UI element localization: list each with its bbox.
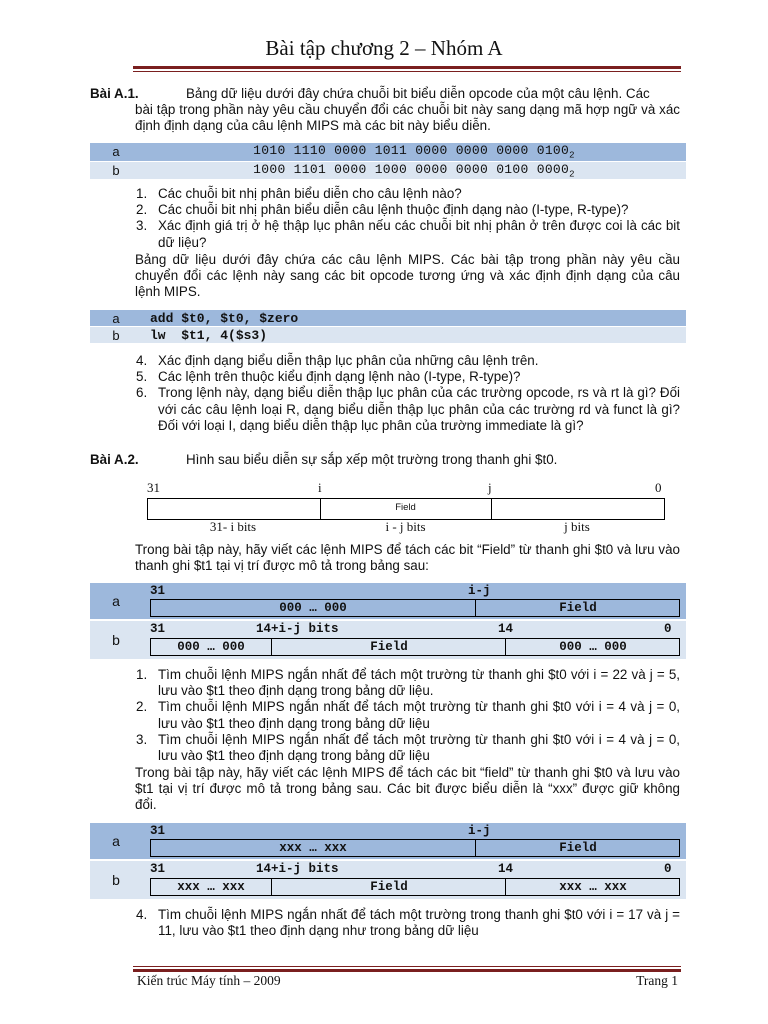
bit-position: 31	[150, 824, 166, 838]
page-header-title: Bài tập chương 2 – Nhóm A	[265, 36, 503, 60]
bit-position: i-j	[468, 824, 491, 838]
footer-rule	[133, 969, 681, 972]
field-segment: Field	[271, 639, 506, 655]
bit-string: 1000 1101 0000 1000 0000 0000 0100 $0000_2$	[142, 161, 686, 180]
register-bit-i: i	[318, 480, 322, 495]
instruction-cell: lw $t1, 4($s3)	[142, 327, 686, 344]
list-item: 4. Tìm chuỗi lệnh MIPS ngắn nhất để tách một trường trong thanh ghi $t0 với i = 17 và j = 11, lưu vào $t1 theo định dạng như trong bảng dữ liệu	[136, 907, 680, 939]
bit-position: 31	[150, 862, 166, 876]
question-list-2	[133, 353, 680, 434]
table-row	[90, 621, 686, 659]
table-row	[90, 823, 686, 859]
question-list-3	[133, 667, 680, 764]
mips-instruction-table	[90, 310, 686, 344]
register-diagram	[147, 498, 665, 520]
instruction-cell: add $t0, $t0, $zero	[142, 310, 686, 327]
row-label: b	[112, 872, 120, 888]
bit-position: 31	[150, 622, 166, 636]
zero-segment: 000 … 000	[279, 601, 347, 615]
keep-segment: xxx … xxx	[279, 841, 347, 855]
field-box	[150, 878, 680, 896]
row-label: b	[112, 632, 120, 648]
list-item: 2. Tìm chuỗi lệnh MIPS ngắn nhất để tách một trường từ thanh ghi $t0 với i = 4 và j = 0, lưu vào $t1 theo định dạng trong bảng dữ liệu	[136, 699, 680, 731]
field-layout-table-1	[90, 583, 686, 659]
bit-position: i-j	[468, 584, 491, 598]
register-span-upper: 31- i bits	[209, 519, 257, 534]
footer-course: Kiến trúc Máy tính – 2009	[137, 973, 281, 988]
register-field-label: Field	[395, 502, 416, 513]
row-label: a	[90, 310, 142, 327]
header-rule-thin	[133, 71, 681, 72]
header-rule	[133, 66, 681, 69]
field-layout-table-2	[90, 823, 686, 899]
list-item: 4. Xác định dạng biểu diễn thập lục phân của những câu lệnh trên.	[136, 353, 539, 368]
field-box	[150, 638, 680, 656]
field-segment: Field	[475, 840, 680, 856]
question-list-1	[133, 186, 680, 251]
bit-position: 0	[664, 622, 672, 636]
field-segment: Field	[271, 879, 506, 895]
table-row	[90, 161, 686, 180]
row-label: b	[90, 161, 142, 180]
register-span-lower: j bits	[564, 519, 590, 534]
exercise-a2-intro3: Trong bài tập này, hãy viết các lệnh MIPS để tách các bit “field” từ thanh ghi $t0 và lưu vào $t1 tại vị trí được mô tả trong bảng sau. Các bit được biểu diễn là “xxx” được giữ không đổi.	[135, 765, 680, 813]
register-bit-0: 0	[655, 480, 662, 495]
list-item: 5. Các lệnh trên thuộc kiểu định dạng lệnh nào (I-type, R-type)?	[136, 369, 521, 385]
zero-segment: 000 … 000	[505, 639, 680, 655]
keep-segment: xxx … xxx	[177, 880, 245, 894]
table-row	[90, 143, 686, 161]
register-span-field: i - j bits	[385, 519, 426, 534]
row-label: a	[90, 143, 142, 161]
exercise-a1-intro-rest: bài tập trong phần này yêu cầu chuyển đổi các chuỗi bit này sang dạng mã hợp ngữ và xác định định dạng của câu lệnh MIPS mà các bit này biểu diễn.	[135, 102, 680, 134]
register-bit-j: j	[488, 480, 492, 495]
exercise-a1-intro-first-line: Bảng dữ liệu dưới đây chứa chuỗi bit biểu diễn opcode của một câu lệnh. Các	[186, 86, 650, 101]
list-item: 3. Xác định giá trị ở hệ thập lục phân nếu các chuỗi bit nhị phân ở trên được coi là các bit dữ liệu?	[136, 218, 680, 250]
field-box	[150, 839, 680, 857]
exercise-a2-intro2: Trong bài tập này, hãy viết các lệnh MIPS để tách các bit “Field” từ thanh ghi $t0 và lưu vào thanh ghi $t1 tại vị trí được mô tả trong bảng sau:	[135, 542, 680, 574]
list-item: 1. Các chuỗi bit nhị phân biểu diễn cho câu lệnh nào?	[136, 186, 462, 201]
row-label: a	[112, 833, 120, 849]
opcode-bits-table	[90, 143, 686, 180]
keep-segment: xxx … xxx	[505, 879, 680, 895]
table-row	[90, 861, 686, 899]
exercise-a1-intro2: Bảng dữ liệu dưới đây chứa các câu lệnh MIPS. Các bài tập trong phần này yêu cầu chuyển đổi các lệnh này sang các bit opcode tương ứng và xác định định dạng của câu lệnh MIPS.	[135, 252, 680, 300]
bit-position: 14	[498, 622, 514, 636]
list-item: 1. Tìm chuỗi lệnh MIPS ngắn nhất để tách một trường từ thanh ghi $t0 với i = 22 và j = 5, lưu vào $t1 theo định dạng trong bảng dữ liệu.	[136, 667, 680, 699]
zero-segment: 000 … 000	[177, 640, 245, 654]
table-row	[90, 327, 686, 344]
table-row	[90, 583, 686, 619]
bit-position: 14	[498, 862, 514, 876]
row-label: b	[90, 327, 142, 344]
exercise-a1-label: Bài A.1.	[90, 86, 139, 101]
question-list-4	[133, 907, 680, 939]
list-item: 2. Các chuỗi bit nhị phân biểu diễn câu lệnh thuộc định dạng nào (I-type, R-type)?	[136, 202, 629, 218]
field-box	[150, 599, 680, 617]
row-label: a	[112, 593, 120, 609]
page-number: Trang 1	[636, 973, 678, 988]
field-segment: Field	[475, 600, 680, 616]
exercise-a2-intro: Hình sau biểu diễn sự sắp xếp một trường trong thanh ghi $t0.	[186, 452, 558, 467]
register-bit-31: 31	[147, 480, 160, 495]
exercise-a2-label: Bài A.2.	[90, 452, 139, 467]
footer-rule-thin	[133, 966, 681, 967]
bit-position: 14+i-j bits	[256, 862, 339, 876]
list-item: 6. Trong lệnh này, dạng biểu diễn thập lục phân của các trường opcode, rs và rt là gì? Đối với các câu lệnh loại R, dạng biểu diễn thập lục phân của các trường rd và funct là gì? Đối với loại I, dạng biểu diễn thập lục phân của trường immediate là gì?	[136, 385, 680, 433]
bit-string: 1010 1110 0000 1011 0000 0000 0000 $0100_2$	[142, 143, 686, 161]
bit-position: 14+i-j bits	[256, 622, 339, 636]
bit-position: 0	[664, 862, 672, 876]
bit-position: 31	[150, 584, 166, 598]
table-row	[90, 310, 686, 327]
list-item: 3. Tìm chuỗi lệnh MIPS ngắn nhất để tách một trường từ thanh ghi $t0 với i = 4 và j = 0, lưu vào $t1 theo định dạng trong bảng dữ liệu	[136, 731, 680, 764]
